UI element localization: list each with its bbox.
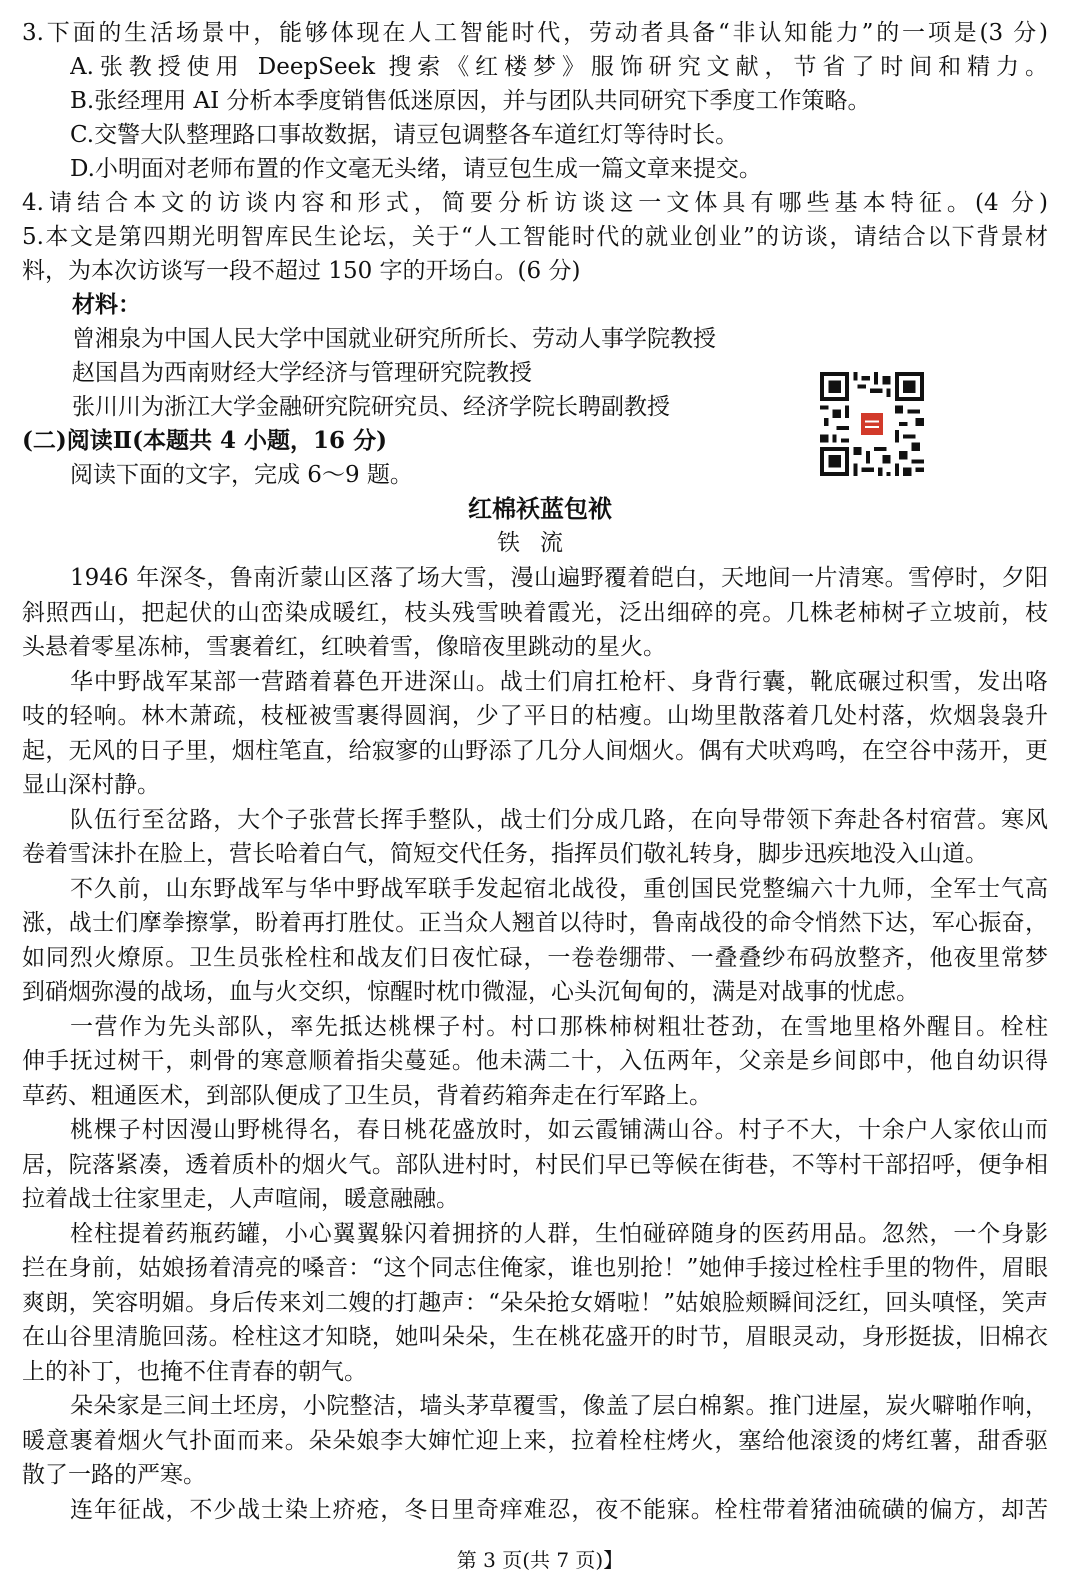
article-line: 朵朵家是三间土坯房，小院整洁，墙头茅草覆雪，像盖了层白棉絮。推门进屋，炭火噼啪作响， [70,1393,1048,1419]
article-line: 爽朗，笑容明媚。身后传来刘二嫂的打趣声：“朵朵抢女婿啦！”姑娘脸颊瞬间泛红，回头嗔怪，笑声 [22,1290,1048,1316]
article-line: 伸手抚过树干，刺骨的寒意顺着指尖蔓延。他未满二十，入伍两年，父亲是乡间郎中，他自幼识得 [22,1048,1048,1074]
article-line: 华中野战军某部一营踏着暮色开进深山。战士们肩扛枪杆、身背行囊，靴底碾过积雪，发出咯 [70,669,1048,695]
article-line: 涨，战士们摩拳擦掌，盼着再打胜仗。正当众人翘首以待时，鲁南战役的命令悄然下达，军心振奋， [22,910,1048,936]
article-line: 栓柱提着药瓶药罐，小心翼翼躲闪着拥挤的人群，生怕碰碎随身的医药用品。忽然，一个身影 [70,1221,1048,1247]
article-line: 居，院落紧凑，透着质朴的烟火气。部队进村时，村民们早已等候在街巷，不等村干部招呼，便争相 [22,1152,1048,1178]
material-item: 曾湘泉为中国人民大学中国就业研究所所长、劳动人事学院教授 [72,326,716,352]
article-line: 到硝烟弥漫的战场，血与火交织，惊醒时枕巾微湿，心头沉甸甸的，满是对战事的忧虑。 [22,979,919,1005]
article-line: 散了一路的严寒。 [22,1462,206,1488]
article-line: 桃棵子村因漫山野桃得名，春日桃花盛放时，如云霞铺满山谷。村子不大，十余户人家依山而 [70,1117,1048,1143]
question-5-line-2: 料，为本次访谈写一段不超过 150 字的开场白。(6 分) [22,258,581,284]
question-5-line-1: 5.本文是第四期光明智库民生论坛，关于“人工智能时代的就业创业”的访谈，请结合以下背景材 [22,224,1048,250]
article-line: 显山深村静。 [22,772,160,798]
article-line: 暖意裹着烟火气扑面而来。朵朵娘李大婶忙迎上来，拉着栓柱烤火，塞给他滚烫的烤红薯，甜香驱 [22,1428,1048,1454]
article-line: 草药、粗通医术，到部队便成了卫生员，背着药箱奔走在行军路上。 [22,1083,712,1109]
q3-option-b: B.张经理用 AI 分析本季度销售低迷原因，并与团队共同研究下季度工作策略。 [70,88,871,114]
article-line: 起，无风的日子里，烟柱笔直，给寂寥的山野添了几分人间烟火。偶有犬吠鸡鸣，在空谷中荡开，更 [22,738,1048,764]
article-line: 拉着战士往家里走，人声喧闹，暖意融融。 [22,1186,459,1212]
question-3: 3.下面的生活场景中，能够体现在人工智能时代，劳动者具备“非认知能力”的一项是(3 分) [22,20,1048,46]
article-line: 一营作为先头部队，率先抵达桃棵子村。村口那株柿树粗壮苍劲，在雪地里格外醒目。栓柱 [70,1014,1048,1040]
article-line: 头悬着零星冻柿，雪裹着红，红映着雪，像暗夜里跳动的星火。 [22,634,666,660]
page-footer: 第 3 页(共 7 页)】 [456,1548,624,1572]
article-line: 1946 年深冬，鲁南沂蒙山区落了场大雪，漫山遍野覆着皑白，天地间一片清寒。雪停时，夕阳 [70,565,1048,591]
article-line: 斜照西山，把起伏的山峦染成暖红，枝头残雪映着霞光，泛出细碎的亮。几株老柿树孑立坡前，枝 [22,600,1048,626]
q3-option-c: C.交警大队整理路口事故数据，请豆包调整各车道红灯等待时长。 [70,122,739,148]
article-line: 连年征战，不少战士染上疥疮，冬日里奇痒难忍，夜不能寐。栓柱带着猪油硫磺的偏方，却苦 [70,1497,1048,1523]
article-author: 铁流 [497,530,583,556]
article-line: 不久前，山东野战军与华中野战军联手发起宿北战役，重创国民党整编六十九师，全军士气高 [70,876,1048,902]
section-heading: (二)阅读Ⅱ(本题共 4 小题，16 分) [22,427,387,454]
article-line: 拦在身前，姑娘扬着清亮的嗓音：“这个同志住俺家，谁也别抢！”她伸手接过栓柱手里的物件，眉眼 [22,1255,1048,1281]
material-item: 张川川为浙江大学金融研究院研究员、经济学院长聘副教授 [72,394,670,420]
article-line: 如同烈火燎原。卫生员张栓柱和战友们日夜忙碌，一卷卷绷带、一叠叠纱布码放整齐，他夜里常梦 [22,945,1048,971]
article-line: 卷着雪沫扑在脸上，营长哈着白气，简短交代任务，指挥员们敬礼转身，脚步迅疾地没入山道。 [22,841,988,867]
article-line: 上的补丁，也掩不住青春的朝气。 [22,1359,367,1385]
material-label: 材料： [72,291,141,318]
article-title: 红棉袄蓝包袱 [468,494,612,523]
question-4: 4.请结合本文的访谈内容和形式，简要分析访谈这一文体具有哪些基本特征。(4 分) [22,190,1048,216]
section-instruction: 阅读下面的文字，完成 6～9 题。 [70,462,413,488]
q3-option-a: A.张教授使用 DeepSeek 搜索《红楼梦》服饰研究文献，节省了时间和精力。 [70,54,1048,80]
material-item: 赵国昌为西南财经大学经济与管理研究院教授 [72,360,532,386]
article-line: 吱的轻响。林木萧疏，枝桠被雪裹得圆润，少了平日的枯瘦。山坳里散落着几处村落，炊烟袅袅升 [22,703,1048,729]
q3-option-d: D.小明面对老师布置的作文毫无头绪，请豆包生成一篇文章来提交。 [70,156,762,182]
article-line: 在山谷里清脆回荡。栓柱这才知晓，她叫朵朵，生在桃花盛开的时节，眉眼灵动，身形挺拔，旧棉衣 [22,1324,1048,1350]
article-line: 队伍行至岔路，大个子张营长挥手整队，战士们分成几路，在向导带领下奔赴各村宿营。寒风 [70,807,1048,833]
